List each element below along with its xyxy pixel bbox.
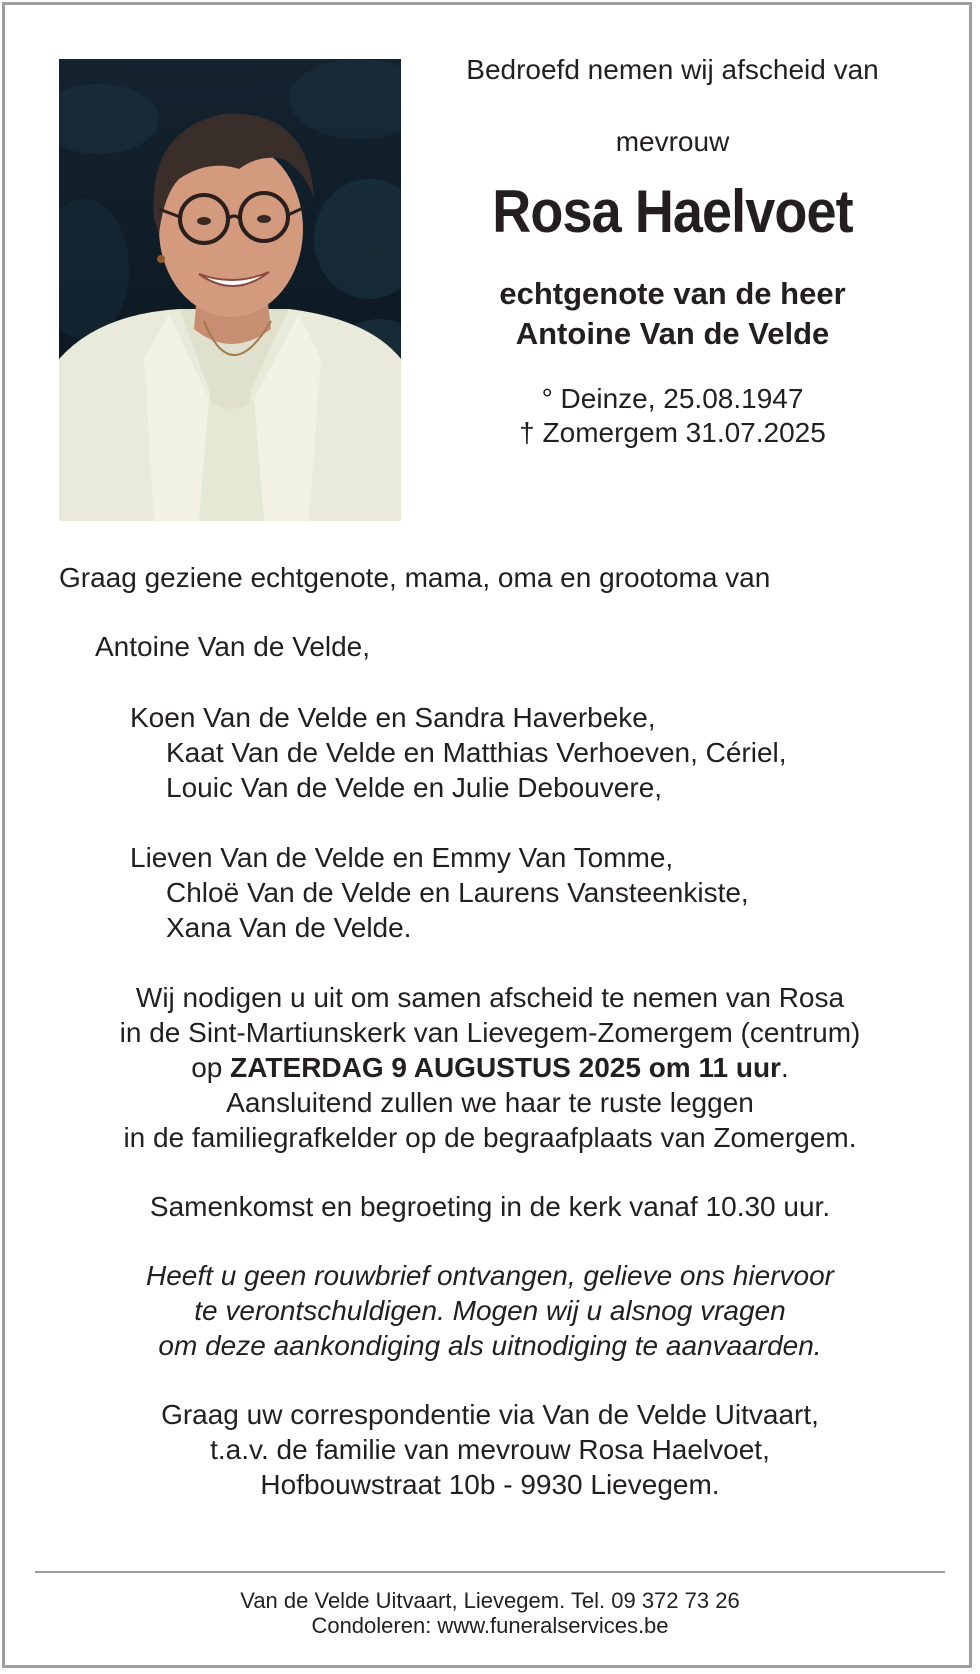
gathering-block <box>59 1189 921 1224</box>
portrait-photo <box>59 59 401 521</box>
ceremony-line-2: in de Sint-Martiunskerk van Lievegem-Zomergem (centrum) <box>119 1017 861 1048</box>
ceremony-block <box>59 980 921 1155</box>
deceased-name: Rosa Haelvoet <box>492 178 853 245</box>
notice-line-1: Heeft u geen rouwbrief ontvangen, gelieve ons hiervoor <box>146 1260 834 1291</box>
body-text <box>59 560 939 1502</box>
footer-contact: Van de Velde Uitvaart, Lievegem. Tel. 09 372 73 26 <box>240 1588 740 1613</box>
notice-line-3: om deze aankondiging als uitnodiging te aanvaarden. <box>158 1330 822 1361</box>
footer-condolences: Condoleren: www.funeralservices.be <box>311 1613 669 1638</box>
correspondence-line-2: t.a.v. de familie van mevrouw Rosa Haelvoet, <box>210 1434 770 1465</box>
ceremony-date-prefix: op <box>191 1052 231 1083</box>
notice-line-2: te verontschuldigen. Mogen wij u alsnog vragen <box>194 1295 786 1326</box>
ceremony-line-4: Aansluitend zullen we haar te ruste leggen <box>226 1087 754 1118</box>
spouse-line-1: echtgenote van de heer <box>499 276 846 311</box>
intro-line: Bedroefd nemen wij afscheid van <box>466 54 879 85</box>
spouse-block <box>420 274 925 354</box>
family-group-1-child: Kaat Van de Velde en Matthias Verhoeven, Cériel, <box>166 737 787 768</box>
ceremony-date-suffix: . <box>780 1052 789 1083</box>
footer <box>35 1588 945 1638</box>
correspondence-block <box>59 1397 921 1502</box>
family-intro: Graag geziene echtgenote, mama, oma en grootoma van <box>59 562 771 593</box>
ceremony-line-1: Wij nodigen u uit om samen afscheid te nemen van Rosa <box>135 982 845 1013</box>
portrait-illustration <box>59 59 401 521</box>
spouse-line-2: Antoine Van de Velde <box>515 316 830 351</box>
family-group-1-parent: Koen Van de Velde en Sandra Haverbeke, <box>130 702 656 733</box>
dates-block <box>420 382 925 450</box>
ceremony-line-5: in de familiegrafkelder op de begraafplaats van Zomergem. <box>123 1122 857 1153</box>
family-group-1-child: Louic Van de Velde en Julie Debouvere, <box>166 772 663 803</box>
correspondence-line-1: Graag uw correspondentie via Van de Velde Uitvaart, <box>161 1399 819 1430</box>
notice-block <box>59 1258 921 1363</box>
ceremony-line-3 <box>59 1050 921 1085</box>
family-group-2-parent: Lieven Van de Velde en Emmy Van Tomme, <box>130 842 674 873</box>
footer-divider <box>35 1571 945 1573</box>
birth-date: ° Deinze, 25.08.1947 <box>541 383 804 414</box>
ceremony-date: ZATERDAG 9 AUGUSTUS 2025 om 11 uur <box>230 1052 781 1083</box>
correspondence-line-3: Hofbouwstraat 10b - 9930 Lievegem. <box>260 1469 720 1500</box>
heading-block <box>420 50 925 450</box>
gathering-line: Samenkomst en begroeting in de kerk vanaf 10.30 uur. <box>149 1191 831 1222</box>
death-date: † Zomergem 31.07.2025 <box>519 417 826 448</box>
family-group-2-child: Chloë Van de Velde en Laurens Vansteenkiste, <box>166 877 749 908</box>
honorific: mevrouw <box>615 126 730 157</box>
family-group-2-child: Xana Van de Velde. <box>166 912 412 943</box>
husband-line: Antoine Van de Velde, <box>95 631 371 662</box>
